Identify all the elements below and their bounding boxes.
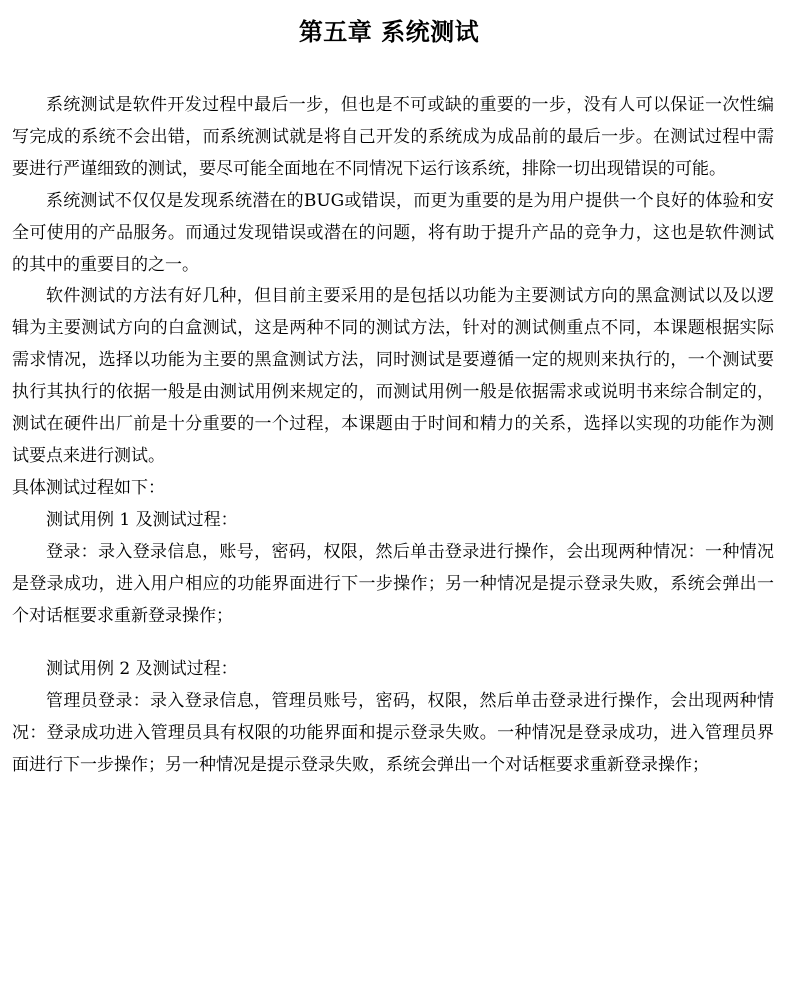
purpose-paragraph: 系统测试不仅仅是发现系统潜在的BUG或错误，而更为重要的是为用户提供一个良好的体验和安全可使用的产品服务。而通过发现错误或潜在的问题，将有助于提升产品的竞争力，这也是软件测试的其中的重要目的之一。 xyxy=(12,190,774,275)
section-spacer xyxy=(12,632,774,654)
methods-paragraph: 软件测试的方法有好几种，但目前主要采用的是包括以功能为主要测试方向的黑盒测试以及以逻辑为主要测试方向的白盒测试，这是两种不同的测试方法，针对的测试侧重点不同，本课题根据实际需求情况，选择以功能为主要的黑盒测试方法，同时测试是要遵循一定的规则来执行的，一个测试要执行其执行的依据一般是由测试用例来规定的，而测试用例一般是依据需求或说明书来综合制定的，测试在硬件出厂前是十分重要的一个过程，本课题由于时间和精力的关系，选择以实现的功能作为测试要点来进行测试。 xyxy=(12,286,774,466)
test-case-1-description: 登录：录入登录信息，账号，密码，权限，然后单击登录进行操作，会出现两种情况：一种情况是登录成功，进入用户相应的功能界面进行下一步操作；另一种情况是提示登录失败，系统会弹出一个对话框要求重新登录操作； xyxy=(12,541,774,626)
process-intro-paragraph: 具体测试过程如下： xyxy=(12,477,165,498)
test-case-2-heading: 测试用例 2 及测试过程： xyxy=(46,659,238,680)
chapter-title: 第五章 系统测试 xyxy=(298,18,480,46)
chapter-body xyxy=(12,90,774,782)
intro-paragraph: 系统测试是软件开发过程中最后一步，但也是不可或缺的重要的一步，没有人可以保证一次性编写完成的系统不会出错，而系统测试就是将自己开发的系统成为成品前的最后一步。在测试过程中需要进行严谨细致的测试，要尽可能全面地在不同情况下运行该系统，排除一切出现错误的可能。 xyxy=(12,95,774,179)
test-case-1-heading: 测试用例 1 及测试过程： xyxy=(46,509,238,530)
test-case-2-description: 管理员登录：录入登录信息，管理员账号，密码，权限，然后单击登录进行操作，会出现两种情况：登录成功进入管理员具有权限的功能界面和提示登录失败。一种情况是登录成功，进入管理员界面进行下一步操作；另一种情况是提示登录失败，系统会弹出一个对话框要求重新登录操作； xyxy=(12,691,774,776)
